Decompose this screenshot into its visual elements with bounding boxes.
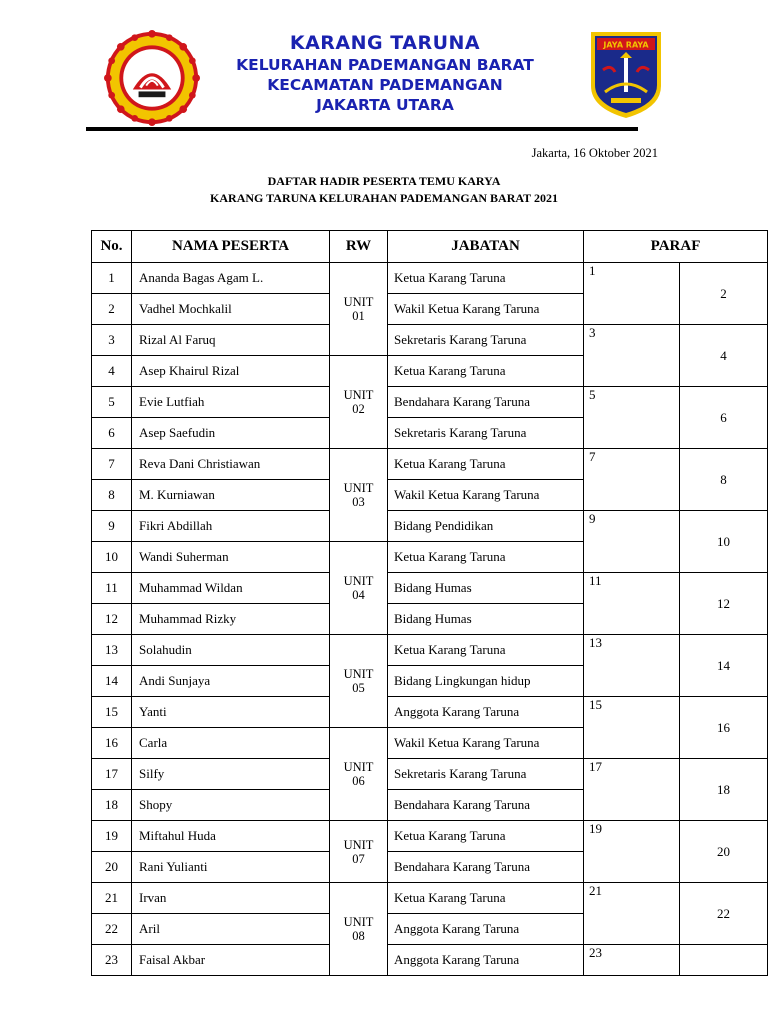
table-row: [92, 449, 768, 480]
row-no: 14: [92, 666, 132, 697]
paraf-odd: 5: [584, 387, 680, 449]
row-jabatan: Ketua Karang Taruna: [388, 635, 584, 666]
table-row: [92, 325, 768, 356]
row-nama: Muhammad Wildan: [132, 573, 330, 604]
paraf-even: 8: [680, 449, 768, 511]
row-nama: Rizal Al Faruq: [132, 325, 330, 356]
row-nama: Asep Saefudin: [132, 418, 330, 449]
paraf-odd: 19: [584, 821, 680, 883]
paraf-odd: 21: [584, 883, 680, 945]
table-row: [92, 263, 768, 294]
row-jabatan: Ketua Karang Taruna: [388, 821, 584, 852]
row-no: 18: [92, 790, 132, 821]
row-jabatan: Sekretaris Karang Taruna: [388, 325, 584, 356]
paraf-even: 18: [680, 759, 768, 821]
row-no: 23: [92, 945, 132, 976]
paraf-odd: 1: [584, 263, 680, 325]
row-no: 9: [92, 511, 132, 542]
header-rw: RW: [330, 231, 388, 263]
row-no: 1: [92, 263, 132, 294]
table-row: [92, 573, 768, 604]
row-jabatan: Bidang Humas: [388, 573, 584, 604]
row-no: 17: [92, 759, 132, 790]
paraf-odd: 17: [584, 759, 680, 821]
paraf-odd: 3: [584, 325, 680, 387]
rw-unit-03: UNIT 03: [330, 449, 388, 542]
table-row: [92, 759, 768, 790]
row-no: 4: [92, 356, 132, 387]
row-jabatan: Bendahara Karang Taruna: [388, 387, 584, 418]
row-nama: Reva Dani Christiawan: [132, 449, 330, 480]
row-no: 2: [92, 294, 132, 325]
row-jabatan: Ketua Karang Taruna: [388, 263, 584, 294]
paraf-odd: 9: [584, 511, 680, 573]
org-kecamatan: KECAMATAN PADEMANGAN: [267, 76, 503, 94]
paraf-even: 22: [680, 883, 768, 945]
rw-unit-06: UNIT 06: [330, 728, 388, 821]
karang-taruna-emblem: [104, 30, 200, 126]
paraf-even: 12: [680, 573, 768, 635]
header-no: No.: [92, 231, 132, 263]
jaya-raya-emblem: [587, 28, 665, 120]
date-line: Jakarta, 16 Oktober 2021: [531, 146, 658, 160]
row-jabatan: Wakil Ketua Karang Taruna: [388, 480, 584, 511]
row-nama: Andi Sunjaya: [132, 666, 330, 697]
rw-unit-02: UNIT 02: [330, 356, 388, 449]
row-no: 19: [92, 821, 132, 852]
row-no: 22: [92, 914, 132, 945]
table-row: [92, 511, 768, 542]
row-no: 13: [92, 635, 132, 666]
row-nama: Shopy: [132, 790, 330, 821]
row-no: 16: [92, 728, 132, 759]
emblem-gear: [104, 30, 200, 126]
row-jabatan: Sekretaris Karang Taruna: [388, 759, 584, 790]
row-no: 12: [92, 604, 132, 635]
row-nama: Faisal Akbar: [132, 945, 330, 976]
paraf-odd: 23: [584, 945, 680, 976]
row-no: 5: [92, 387, 132, 418]
row-nama: Aril: [132, 914, 330, 945]
row-jabatan: Bidang Humas: [388, 604, 584, 635]
row-jabatan: Bendahara Karang Taruna: [388, 790, 584, 821]
header-jabatan: JABATAN: [388, 231, 584, 263]
rw-unit-07: UNIT 07: [330, 821, 388, 883]
row-nama: Carla: [132, 728, 330, 759]
paraf-odd: 13: [584, 635, 680, 697]
rw-unit-01: UNIT 01: [330, 263, 388, 356]
row-nama: Asep Khairul Rizal: [132, 356, 330, 387]
row-jabatan: Ketua Karang Taruna: [388, 449, 584, 480]
row-jabatan: Ketua Karang Taruna: [388, 883, 584, 914]
row-nama: Vadhel Mochkalil: [132, 294, 330, 325]
row-nama: Yanti: [132, 697, 330, 728]
row-nama: Wandi Suherman: [132, 542, 330, 573]
row-jabatan: Ketua Karang Taruna: [388, 542, 584, 573]
header-nama: NAMA PESERTA: [132, 231, 330, 263]
paraf-odd: 7: [584, 449, 680, 511]
org-name: KARANG TARUNA: [289, 32, 481, 54]
paraf-even: 20: [680, 821, 768, 883]
row-jabatan: Bidang Lingkungan hidup: [388, 666, 584, 697]
rw-unit-04: UNIT 04: [330, 542, 388, 635]
row-no: 20: [92, 852, 132, 883]
row-jabatan: Anggota Karang Taruna: [388, 697, 584, 728]
paraf-even: 10: [680, 511, 768, 573]
row-jabatan: Bendahara Karang Taruna: [388, 852, 584, 883]
table-header-row: [92, 231, 768, 263]
attendance-table: [91, 230, 768, 976]
table-row: [92, 635, 768, 666]
row-no: 10: [92, 542, 132, 573]
row-jabatan: Wakil Ketua Karang Taruna: [388, 294, 584, 325]
paraf-even: 14: [680, 635, 768, 697]
paraf-odd: 11: [584, 573, 680, 635]
row-jabatan: Ketua Karang Taruna: [388, 356, 584, 387]
org-city: JAKARTA UTARA: [316, 96, 454, 114]
row-nama: Miftahul Huda: [132, 821, 330, 852]
paraf-odd: 15: [584, 697, 680, 759]
row-nama: Irvan: [132, 883, 330, 914]
row-no: 21: [92, 883, 132, 914]
paraf-even: 6: [680, 387, 768, 449]
header-divider: [86, 127, 638, 131]
rw-unit-08: UNIT 08: [330, 883, 388, 976]
paraf-even: 16: [680, 697, 768, 759]
paraf-even: 4: [680, 325, 768, 387]
row-jabatan: Sekretaris Karang Taruna: [388, 418, 584, 449]
row-no: 7: [92, 449, 132, 480]
row-nama: Ananda Bagas Agam L.: [132, 263, 330, 294]
row-nama: Silfy: [132, 759, 330, 790]
row-nama: M. Kurniawan: [132, 480, 330, 511]
row-nama: Evie Lutfiah: [132, 387, 330, 418]
row-no: 11: [92, 573, 132, 604]
rw-unit-05: UNIT 05: [330, 635, 388, 728]
table-row: [92, 697, 768, 728]
table-row: [92, 821, 768, 852]
paraf-even: [680, 945, 768, 976]
paraf-even: 2: [680, 263, 768, 325]
row-no: 3: [92, 325, 132, 356]
row-nama: Fikri Abdillah: [132, 511, 330, 542]
row-jabatan: Wakil Ketua Karang Taruna: [388, 728, 584, 759]
table-row: [92, 883, 768, 914]
table-row: [92, 387, 768, 418]
row-nama: Rani Yulianti: [132, 852, 330, 883]
table-row: [92, 945, 768, 976]
jaya-raya-text: JAYA RAYA: [603, 40, 649, 50]
row-no: 8: [92, 480, 132, 511]
org-kelurahan: KELURAHAN PADEMANGAN BARAT: [236, 56, 534, 74]
row-nama: Solahudin: [132, 635, 330, 666]
document-subtitle: KARANG TARUNA KELURAHAN PADEMANGAN BARAT 2021: [210, 191, 558, 205]
row-jabatan: Anggota Karang Taruna: [388, 914, 584, 945]
row-jabatan: Bidang Pendidikan: [388, 511, 584, 542]
header-paraf: PARAF: [584, 231, 768, 263]
row-no: 15: [92, 697, 132, 728]
row-nama: Muhammad Rizky: [132, 604, 330, 635]
row-jabatan: Anggota Karang Taruna: [388, 945, 584, 976]
row-no: 6: [92, 418, 132, 449]
document-title: DAFTAR HADIR PESERTA TEMU KARYA: [267, 174, 501, 188]
